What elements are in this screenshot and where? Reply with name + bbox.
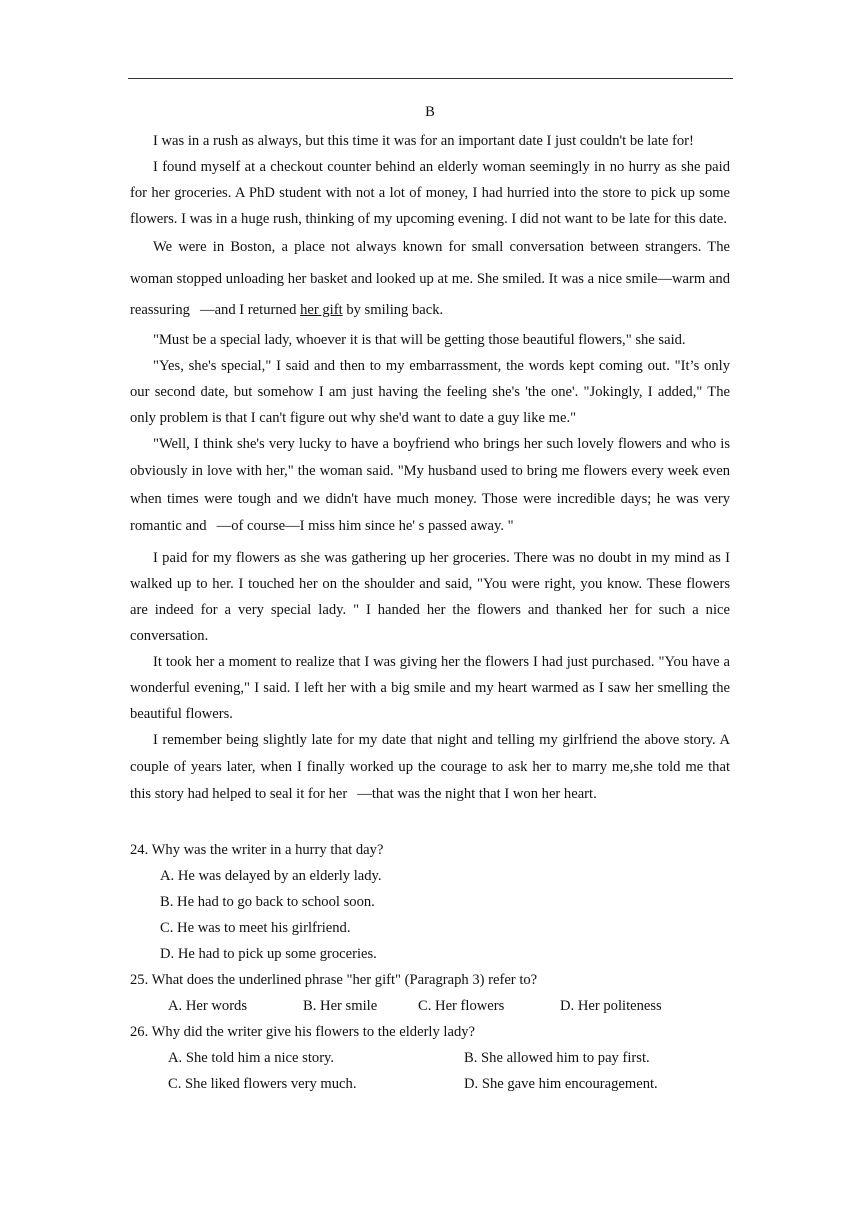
options-25 [130, 993, 730, 1019]
paragraph-9: I remember being slightly late for my date that night and telling my girlfriend the above story. A couple of years later, when I finally worked up the courage to ask her to marry me,she told me that this story had helped to seal it for her —that was the night that I won her heart. [130, 731, 730, 802]
option-26-b: B. She allowed him to pay first. [464, 1050, 650, 1066]
reading-passage [130, 128, 730, 808]
paragraph-4: "Must be a special lady, whoever it is that will be getting those beautiful flowers," she said. [153, 331, 686, 348]
option-25-c: C. Her flowers [418, 998, 505, 1014]
option-24-c: C. He was to meet his girlfriend. [160, 920, 351, 936]
option-24-d: D. He had to pick up some groceries. [160, 946, 377, 962]
questions-section [130, 837, 730, 1097]
question-26: 26. Why did the writer give his flowers to the elderly lady? [130, 1024, 476, 1040]
section-letter: B [425, 104, 435, 120]
option-24-b: B. He had to go back to school soon. [160, 894, 375, 910]
paragraph-8: It took her a moment to realize that I was giving her the flowers I had just purchased. "You have a wonderful evening," I said. I left her with a big smile and my heart warmed as I saw her smelling the beautiful flowers. [130, 653, 730, 722]
question-24: 24. Why was the writer in a hurry that day? [130, 842, 384, 858]
options-26-row-1 [130, 1045, 730, 1071]
option-24-a: A. He was delayed by an elderly lady. [160, 868, 382, 884]
option-25-a: A. Her words [168, 998, 248, 1014]
paragraph-3: We were in Boston, a place not always known for small conversation between strangers. The woman stopped unloading her basket and looked up at me. She smiled. It was a nice smile—warm and reassuring —and I returned her gift by smiling back. [130, 239, 730, 318]
question-25: 25. What does the underlined phrase "her gift" (Paragraph 3) refer to? [130, 972, 538, 988]
option-26-a: A. She told him a nice story. [168, 1050, 335, 1066]
option-25-d: D. Her politeness [560, 998, 662, 1014]
paragraph-2: I found myself at a checkout counter behind an elderly woman seemingly in no hurry as she paid for her groceries. A PhD student with not a lot of money, I had hurried into the store to pick up some flowers. I was in a huge rush, thinking of my upcoming evening. I did not want to be late for this date. [130, 159, 730, 227]
header-rule [128, 78, 733, 79]
option-26-c: C. She liked flowers very much. [168, 1076, 357, 1092]
options-26-row-2 [130, 1071, 730, 1097]
paragraph-5: "Yes, she's special," I said and then to my embarrassment, the words kept coming out. "It’s only our second date, but somehow I am just having the feeling she's 'the one'. "Jokingly, I added," The only problem is that I can't figure out why she'd want to date a guy like me." [130, 357, 730, 426]
paragraph-7: I paid for my flowers as she was gathering up her groceries. There was no doubt in my mind as I walked up to her. I touched her on the shoulder and said, "You were right, you know. These flowers are indeed for a very special lady. " I handed her the flowers and thanked her for such a nice conversation. [130, 549, 730, 644]
option-26-d: D. She gave him encouragement. [464, 1076, 658, 1092]
underlined-phrase: her gift [300, 302, 343, 318]
paragraph-1: I was in a rush as always, but this time it was for an important date I just couldn't be late for! [153, 133, 694, 149]
paragraph-6: "Well, I think she's very lucky to have a boyfriend who brings her such lovely flowers and who is obviously in love with her," the woman said. "My husband used to bring me flowers every week even when times were tough and we didn't have much money. Those were incredible days; he was very romantic and —of course—I miss him since he' s passed away. " [130, 435, 730, 534]
option-25-b: B. Her smile [303, 998, 378, 1014]
